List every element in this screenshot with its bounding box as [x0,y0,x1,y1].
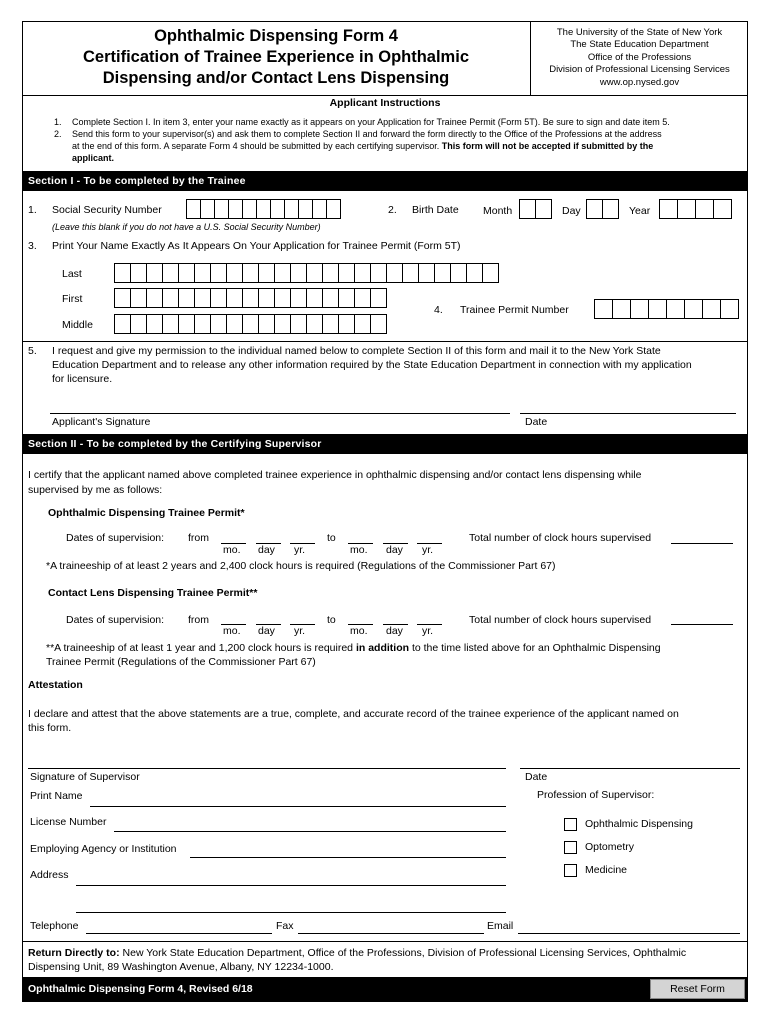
od-dates-label: Dates of supervision: [66,532,165,544]
cl-total-hours-label: Total number of clock hours supervised [469,614,652,626]
reset-form-button[interactable]: Reset Form [650,979,745,999]
agency-line-2: The State Education Department [570,39,709,50]
header-divider [22,95,748,96]
permission-line-1: I request and give my permission to the individual named below to complete Section II of this form and mail it to the New York State [52,345,661,357]
instruction-1-num: 1. [54,117,62,127]
birth-month-input[interactable] [519,199,552,219]
item-2-num: 2. [388,204,397,216]
applicant-signature-line[interactable] [50,413,510,414]
od-from-label: from [188,532,209,544]
return-address-line-2: Dispensing Unit, 89 Washington Avenue, Albany, NY 12234-1000. [28,961,334,973]
fax-field[interactable] [298,933,484,934]
instruction-2-line-1: Send this form to your supervisor(s) and ask them to complete Section II and forward the form directly to the Office of the Professions at the address [72,129,662,139]
email-label: Email [487,920,514,932]
agency-line-4: Division of Professional Licensing Services [549,64,730,75]
cl-total-hours-field[interactable] [671,624,733,625]
birth-date-label: Birth Date [412,204,459,216]
license-number-label: License Number [30,816,107,828]
cl-note-line-1: **A traineeship of at least 1 year and 1,200 clock hours is required in addition to the time listed above for an Ophthalmic Dispensing [46,642,661,654]
instruction-2-num: 2. [54,129,62,139]
cl-from-mo-caption: mo. [223,625,241,637]
attestation-line-1: I declare and attest that the above statements are a true, complete, and accurate record of the trainee experience of the applicant named on [28,708,679,720]
form-revision-label: Ophthalmic Dispensing Form 4, Revised 6/18 [28,983,253,995]
cl-note-line-2: Trainee Permit (Regulations of the Commissioner Part 67) [46,656,316,668]
print-name-field[interactable] [90,806,506,807]
section-1-divider [22,341,748,342]
birth-year-label: Year [629,205,651,217]
item-4-num: 4. [434,304,443,316]
name-label: Print Your Name Exactly As It Appears On Your Application for Trainee Permit (Form 5T) [52,240,461,252]
od-from-mo-caption: mo. [223,544,241,556]
attestation-line-2: this form. [28,722,72,734]
medicine-label: Medicine [585,864,628,876]
cl-to-yr-caption: yr. [422,625,434,637]
ssn-input[interactable] [186,199,341,219]
address-field-2[interactable] [76,912,506,913]
od-from-yr-caption: yr. [294,544,306,556]
agency-line-1: The University of the State of New York [556,27,723,38]
middle-name-label: Middle [62,319,93,331]
permit-number-input[interactable] [594,299,739,319]
instruction-2-line-3: applicant. [72,153,115,163]
attestation-heading: Attestation [28,679,83,691]
supervisor-signature-line[interactable] [28,768,506,769]
applicant-date-label: Date [525,416,548,428]
cl-permit-heading: Contact Lens Dispensing Trainee Permit** [48,587,258,599]
cl-to-mo-caption: mo. [350,625,368,637]
applicant-date-line[interactable] [520,413,736,414]
birth-day-input[interactable] [586,199,619,219]
agency-website: www.op.nysed.gov [599,77,680,88]
cl-to-label: to [327,614,336,626]
form-title: Ophthalmic Dispensing Form 4 [154,27,398,45]
permission-line-3: for licensure. [52,373,113,385]
address-label: Address [30,869,69,881]
ssn-label: Social Security Number [52,204,162,216]
form-subtitle-2: Dispensing and/or Contact Lens Dispensing [102,69,450,87]
ssn-note: (Leave this blank if you do not have a U.S. Social Security Number) [52,222,321,232]
cl-dates-label: Dates of supervision: [66,614,165,626]
middle-name-input[interactable] [114,314,387,334]
od-note: *A traineeship of at least 2 years and 2,400 clock hours is required (Regulations of the Commissioner Part 67) [46,560,556,572]
return-divider [22,941,748,942]
od-permit-heading: Ophthalmic Dispensing Trainee Permit* [48,507,245,519]
birth-day-label: Day [562,205,581,217]
permission-line-2: Education Department and to release any other information required by the State Education Department in connection with my application [52,359,692,371]
instructions-heading: Applicant Instructions [329,97,441,109]
return-address-line-1: Return Directly to: New York State Education Department, Office of the Professions, Division of Professional Licensing Services, Ophthalmic [28,947,687,959]
section-1-bar: Section I - To be completed by the Trainee [22,171,748,191]
supervisor-date-line[interactable] [520,768,740,769]
item-1-num: 1. [28,204,37,216]
employing-agency-label: Employing Agency or Institution [30,843,177,855]
first-name-input[interactable] [114,288,387,308]
certify-line-2: supervised by me as follows: [28,484,163,496]
od-to-mo-caption: mo. [350,544,368,556]
od-total-hours-label: Total number of clock hours supervised [469,532,652,544]
section-2-bar: Section II - To be completed by the Certifying Supervisor [22,434,748,454]
optometry-label: Optometry [585,841,635,853]
ophthalmic-dispensing-checkbox[interactable] [564,818,577,831]
cl-from-day-caption: day [258,625,275,637]
ophthalmic-dispensing-label: Ophthalmic Dispensing [585,818,693,830]
item-5-num: 5. [28,345,37,357]
telephone-label: Telephone [30,920,79,932]
address-field-1[interactable] [76,885,506,886]
email-field[interactable] [518,933,740,934]
od-to-day-caption: day [386,544,403,556]
od-from-day-caption: day [258,544,275,556]
instruction-2-line-2: at the end of this form. A separate Form 4 should be submitted by each certifying supervisor. This form will not be accepted if submitted by the [72,141,654,151]
print-name-label: Print Name [30,790,83,802]
agency-line-3: Office of the Professions [587,52,692,63]
first-name-label: First [62,293,83,305]
last-name-input[interactable] [114,263,499,283]
certify-line-1: I certify that the applicant named above completed trainee experience in ophthalmic dispensing and/or contact lens dispensing while [28,469,642,481]
birth-month-label: Month [483,205,513,217]
instruction-1: Complete Section I. In item 3, enter your name exactly as it appears on your Application for Trainee Permit (Form 5T). Be sure to sign and date item 5. [72,117,670,127]
cl-to-day-caption: day [386,625,403,637]
optometry-checkbox[interactable] [564,841,577,854]
od-to-label: to [327,532,336,544]
cl-from-label: from [188,614,209,626]
birth-year-input[interactable] [659,199,732,219]
item-3-num: 3. [28,240,37,252]
fax-label: Fax [276,920,294,932]
telephone-field[interactable] [86,933,272,934]
employing-agency-field[interactable] [190,857,506,858]
cl-from-yr-caption: yr. [294,625,306,637]
supervisor-signature-label: Signature of Supervisor [30,771,140,783]
license-number-field[interactable] [114,831,506,832]
od-to-yr-caption: yr. [422,544,434,556]
permit-number-label: Trainee Permit Number [460,304,569,316]
applicant-signature-label: Applicant's Signature [52,416,151,428]
profession-label: Profession of Supervisor: [537,789,655,801]
medicine-checkbox[interactable] [564,864,577,877]
supervisor-date-label: Date [525,771,548,783]
od-total-hours-field[interactable] [671,543,733,544]
form-subtitle-1: Certification of Trainee Experience in Ophthalmic [82,48,469,66]
last-name-label: Last [62,268,82,280]
